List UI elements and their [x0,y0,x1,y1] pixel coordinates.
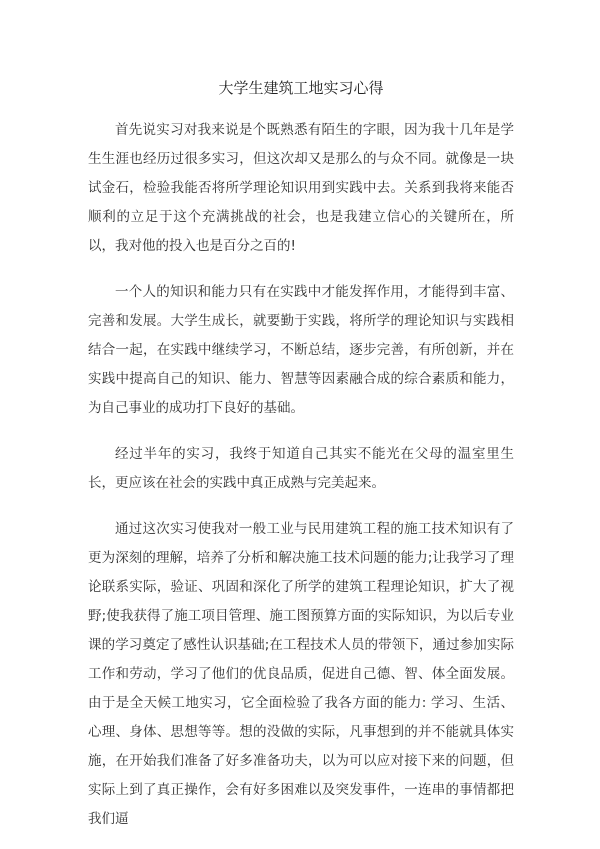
paragraph-growth: 经过半年的实习，我终于知道自己其实不能光在父母的温室里生长，更应该在社会的实践中真正成熟与完美起来。 [88,446,514,491]
page-title: 大学生建筑工地实习心得 [218,79,384,97]
paragraph-intro: 首先说实习对我来说是个既熟悉有陌生的字眼，因为我十几年是学生生涯也经历过很多实习，但这次却又是那么的与众不同。就像是一块试金石，检验我能否将所学理论知识用到实践中去。关系到我将来能否顺利的立足于这个充满挑战的社会，也是我建立信心的关键所在，所以，我对他的投入也是百分之百的! [88,122,514,254]
paragraph-gains: 通过这次实习使我对一般工业与民用建筑工程的施工技术知识有了更为深刻的理解，培养了分析和解决施工技术问题的能力;让我学习了理论联系实际，验证、巩固和深化了所学的建筑工程理论知识，扩大了视野;使我获得了施工项目管理、施工图预算方面的实际知识，为以后专业课的学习奠定了感性认识基础;在工程技术人员的带领下，通过参加实际工作和劳动，学习了他们的优良品质，促进自己德、智、体全面发展。由于是全天候工地实习，它全面检验了我各方面的能力: 学习、生活、心理、身体、思想等等。想的没做的实际，凡事想到的并不能就具体实施，在开始我们准备了好多准备功夫，以为可以应对接下来的问题，但实际上到了真正操作，会有好多困难以及突发事件，一连串的事情都把我们逼 [88,521,514,827]
paragraph-practice: 一个人的知识和能力只有在实践中才能发挥作用，才能得到丰富、完善和发展。大学生成长，就要勤于实践，将所学的理论知识与实践相结合一起，在实践中继续学习，不断总结，逐步完善，有所创新，并在实践中提高自己的知识、能力、智慧等因素融合成的综合素质和能力，为自己事业的成功打下良好的基础。 [88,284,514,416]
